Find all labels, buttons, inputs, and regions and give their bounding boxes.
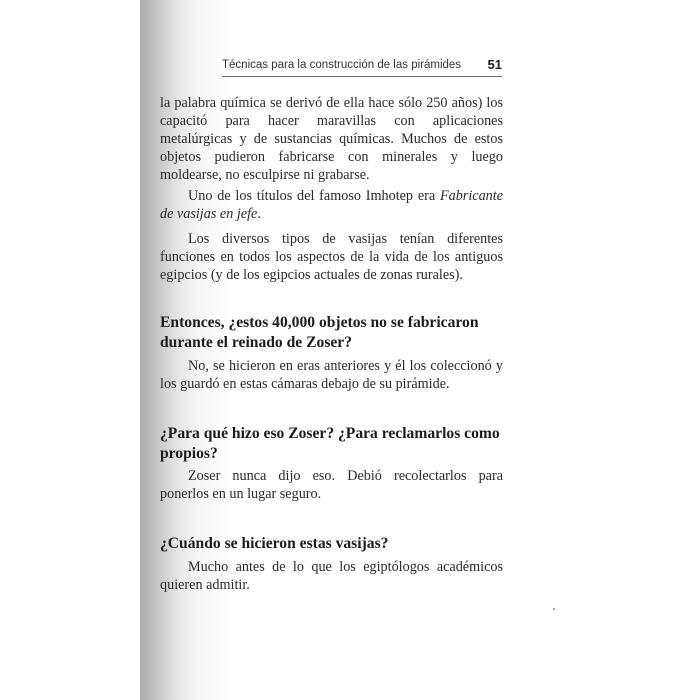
question-heading: Entonces, ¿estos 40,000 objetos no se fabricaron durante el reinado de Zoser? bbox=[160, 314, 479, 351]
question-heading: ¿Para qué hizo eso Zoser? ¿Para reclamarlos como propios? bbox=[160, 425, 500, 462]
running-header bbox=[222, 58, 502, 77]
imhotep-title-italic: Fabricante de vasijas en jefe bbox=[160, 188, 503, 222]
answer-text: Mucho antes de lo que los egiptólogos académicos quieren admitir. bbox=[160, 559, 503, 593]
paragraph-vessels bbox=[160, 230, 503, 284]
paragraph-imhotep bbox=[160, 187, 503, 223]
question-heading: ¿Cuándo se hicieron estas vasijas? bbox=[160, 535, 389, 552]
answer-paragraph bbox=[160, 357, 503, 393]
paragraph-text: Los diversos tipos de vasijas tenían diferentes funciones en todos los aspectos de la vida de los antiguos egipcios (y de los egipcios actuales de zonas rurales). bbox=[160, 231, 503, 283]
print-speck bbox=[553, 608, 555, 610]
answer-text: Zoser nunca dijo eso. Debió recolectarlos para ponerlos en un lugar seguro. bbox=[160, 468, 503, 502]
answer-paragraph bbox=[160, 467, 503, 503]
paragraph-text-end: . bbox=[257, 206, 261, 222]
chapter-title: Técnicas para la construcción de las pirámides bbox=[222, 59, 462, 71]
page-number: 51 bbox=[487, 57, 502, 72]
paragraph-text: la palabra química se derivó de ella hace sólo 250 años) los capacitó para hacer maravillas con aplicaciones metalúrgicas y de sustancias químicas. Muchos de estos objetos pudieron fabricarse con minerales y luego moldearse, no esculpirse ni grabarse. bbox=[160, 95, 503, 183]
answer-text: No, se hicieron en eras anteriores y él los coleccionó y los guardó en estas cámaras debajo de su pirámide. bbox=[160, 358, 503, 392]
paragraph-text-main: Uno de los títulos del famoso Imhotep era bbox=[188, 188, 440, 204]
paragraph-text bbox=[160, 187, 503, 223]
paragraph-chemistry bbox=[160, 94, 503, 184]
answer-paragraph bbox=[160, 558, 503, 594]
